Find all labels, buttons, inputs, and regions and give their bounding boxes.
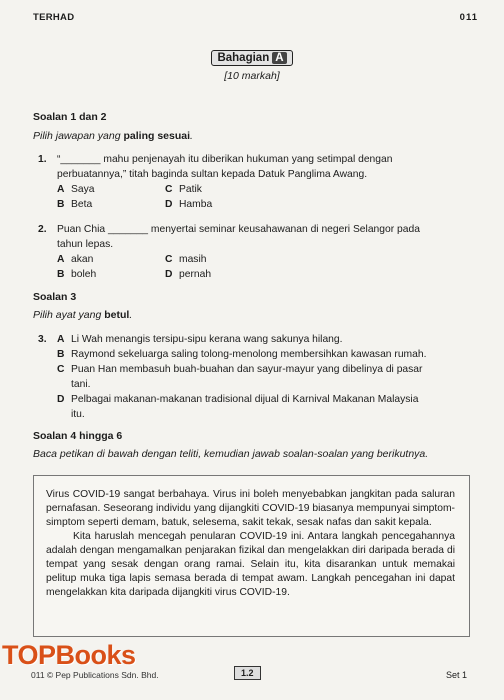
footer-publisher: 011 © Pep Publications Sdn. Bhd. <box>31 670 159 680</box>
question-3: 3. A Li Wah menangis tersipu-sipu kerana wang sakunya hilang. B Raymond sekeluarga saling tolong-menolong membersihkan kawasan rumah. C Puan Han membasuh buah-buahan dan sayur-mayur yang dibelinya di pasar tani. D Pelbagai makanan-makanan tradisional dijual di Karnival Makanan Malaysia itu. <box>38 332 474 422</box>
question-number: 3. <box>38 334 47 345</box>
option-d[interactable]: Pelbagai makanan-makanan tradisional dijual di Karnival Makanan Malaysia <box>71 394 419 405</box>
question-text-line: “_______ mahu penjenayah itu diberikan hukuman yang setimpal dengan <box>57 154 393 165</box>
question-1 <box>38 152 470 212</box>
option-b[interactable]: B Beta <box>57 199 93 210</box>
option-d[interactable]: D Hamba <box>165 199 213 210</box>
option-d[interactable]: D pernah <box>165 269 212 280</box>
option-c[interactable]: C Patik <box>165 184 202 195</box>
option-c[interactable]: Puan Han membasuh buah-buahan dan sayur-mayur yang dibelinya di pasar <box>71 364 423 375</box>
group3-instruction: Baca petikan di bawah dengan teliti, kemudian jawab soalan-soalan yang berikutnya. <box>33 448 429 460</box>
option-c[interactable]: C masih <box>165 254 207 265</box>
question-text-line: perbuatannya,” titah baginda sultan kepada Datuk Panglima Awang. <box>57 169 368 180</box>
question-text-line: tahun lepas. <box>57 239 114 250</box>
option-d-continued: itu. <box>71 409 85 420</box>
options-row <box>38 267 470 282</box>
section-letter: A <box>272 52 286 64</box>
option-b[interactable]: Raymond sekeluarga saling tolong-menolong membersihkan kawasan rumah. <box>71 349 427 360</box>
option-a[interactable]: A Saya <box>57 184 95 195</box>
question-text-line: Puan Chia _______ menyertai seminar keusahawanan di negeri Selangor pada <box>57 224 420 235</box>
passage-paragraph-1: Virus COVID-19 sangat berbahaya. Virus ini boleh menyebabkan jangkitan pada saluran pernafasan. Seseorang individu yang dijangkiti COVID-19 biasanya mempunyai simptom-simptom seperti demam, batuk, selesema, sakit tekak, sesak nafas dan sakit kepala. <box>46 489 455 528</box>
question-number: 2. <box>38 224 47 235</box>
header-code: 011 <box>459 12 478 23</box>
option-b[interactable]: B boleh <box>57 269 97 280</box>
footer-set: Set 1 <box>446 670 468 680</box>
group3-heading: Soalan 4 hingga 6 <box>33 430 123 442</box>
group1-heading: Soalan 1 dan 2 <box>33 111 107 123</box>
group2-instruction: Pilih ayat yang betul. <box>33 309 133 321</box>
section-label: Bahagian <box>217 52 270 64</box>
section-badge <box>211 50 292 66</box>
section-marks: [10 markah] <box>224 70 280 82</box>
section-title <box>0 48 504 66</box>
options-row <box>38 197 470 212</box>
question-2 <box>38 222 470 282</box>
group2-heading: Soalan 3 <box>33 291 77 303</box>
options-row <box>38 182 470 197</box>
passage-box <box>33 475 470 637</box>
option-a[interactable]: Li Wah menangis tersipu-sipu kerana wang sakunya hilang. <box>71 334 343 345</box>
options-row <box>38 252 470 267</box>
group1-instruction: Pilih jawapan yang paling sesuai. <box>33 130 193 142</box>
footer-page-number: 1.2 <box>234 666 261 680</box>
topbooks-watermark-logo: TOPBooks <box>2 640 136 670</box>
option-a[interactable]: A akan <box>57 254 94 265</box>
option-c-continued: tani. <box>71 379 91 390</box>
question-number: 1. <box>38 154 47 165</box>
passage-paragraph-2: Kita haruslah mencegah penularan COVID-19 ini. Antara langkah pencegahannya adalah dengan mengamalkan penjarakan fizikal dan mengelakkan diri daripada berada di tempat yang sesak dengan orang ramai. Selain itu, kita disarankan untuk memakai pelitup muka tiga lapis semasa berada di tempat awam. Langkah pencegahan ini dapat mengelakkan kita daripada dijangkiti virus COVID-19. <box>46 531 455 598</box>
header-classification: TERHAD <box>33 12 75 23</box>
